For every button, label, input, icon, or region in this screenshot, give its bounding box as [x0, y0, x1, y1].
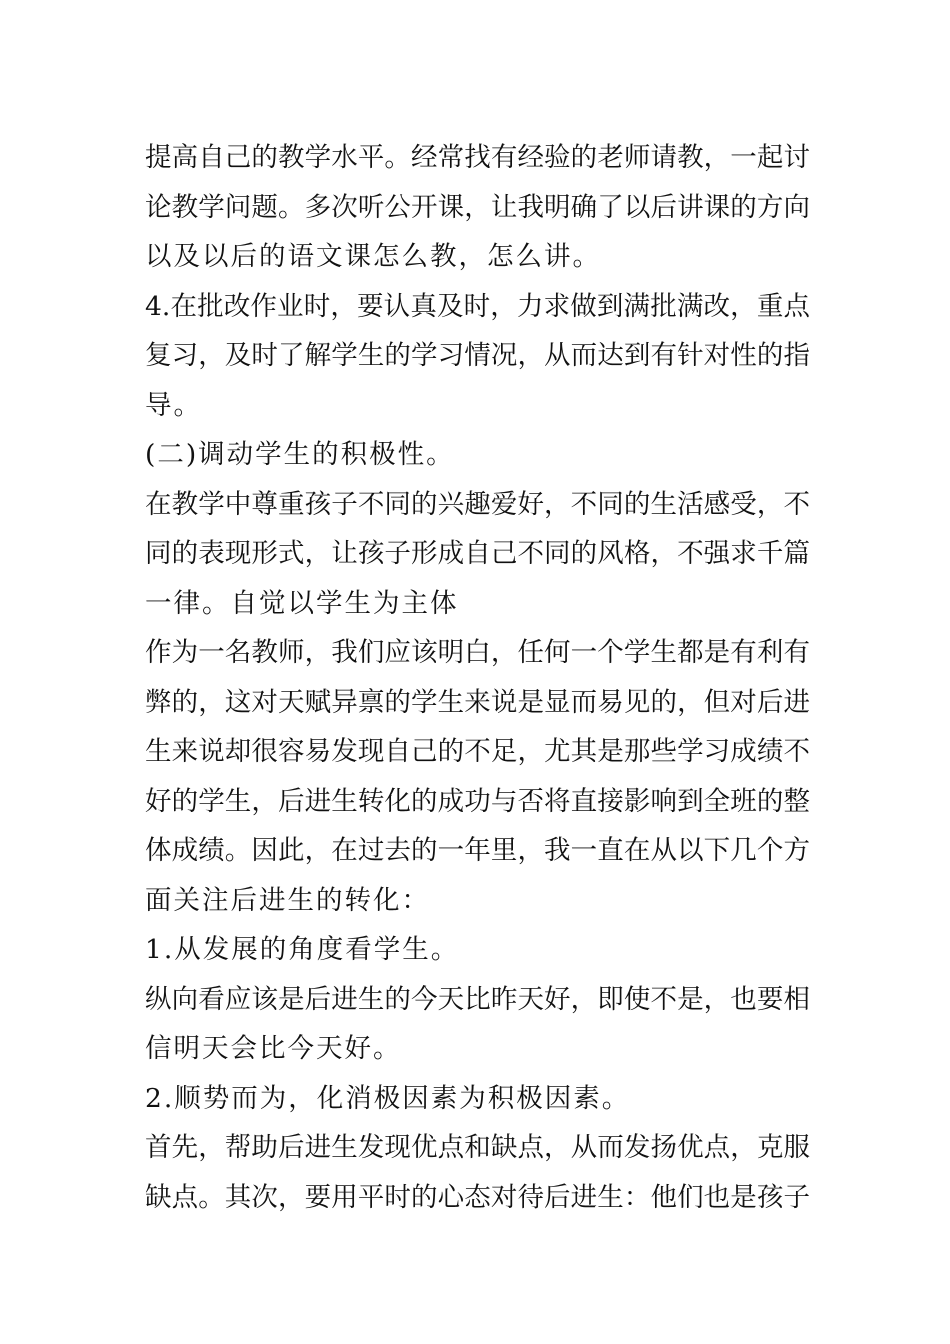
text-line: 4.在批改作业时，要认真及时，力求做到满批满改，重点 — [145, 290, 810, 322]
text-line: 提高自己的教学水平。经常找有经验的老师请教，一起讨 — [145, 142, 810, 173]
text-line: 弊的，这对天赋异禀的学生来说是显而易见的，但对后进 — [145, 686, 810, 718]
text-line: 论教学问题。多次听公开课，让我明确了以后讲课的方向 — [145, 191, 810, 223]
text-line: 导。 — [145, 389, 202, 421]
text-line: 信明天会比今天好。 — [145, 1033, 402, 1064]
text-line: 体成绩。因此，在过去的一年里，我一直在从以下几个方 — [145, 835, 810, 866]
text-line: 纵向看应该是后进生的今天比昨天好，即使不是，也要相 — [145, 983, 810, 1015]
text-line: 一律。自觉以学生为主体 — [145, 587, 459, 619]
section-heading: (二)调动学生的积极性。 — [145, 439, 455, 470]
document-body — [145, 133, 810, 1222]
text-line: 作为一名教师，我们应该明白，任何一个学生都是有利有 — [145, 637, 810, 668]
text-line: 面关注后进生的转化： — [145, 884, 430, 916]
list-item-heading: 2.顺势而为，化消极因素为积极因素。 — [145, 1082, 631, 1114]
text-line: 首先，帮助后进生发现优点和缺点，从而发扬优点，克服 — [145, 1132, 810, 1163]
list-item-heading: 1.从发展的角度看学生。 — [145, 934, 460, 965]
text-line: 好的学生，后进生转化的成功与否将直接影响到全班的整 — [145, 785, 810, 817]
text-line: 同的表现形式，让孩子形成自己不同的风格，不强求千篇 — [145, 538, 810, 569]
text-line: 生来说却很容易发现自己的不足，尤其是那些学习成绩不 — [145, 736, 810, 767]
text-line: 复习，及时了解学生的学习情况，从而达到有针对性的指 — [145, 340, 810, 371]
text-line: 缺点。其次，要用平时的心态对待后进生：他们也是孩子 — [145, 1181, 810, 1213]
text-line: 以及以后的语文课怎么教，怎么讲。 — [145, 241, 601, 272]
text-line: 在教学中尊重孩子不同的兴趣爱好，不同的生活感受，不 — [145, 488, 810, 520]
